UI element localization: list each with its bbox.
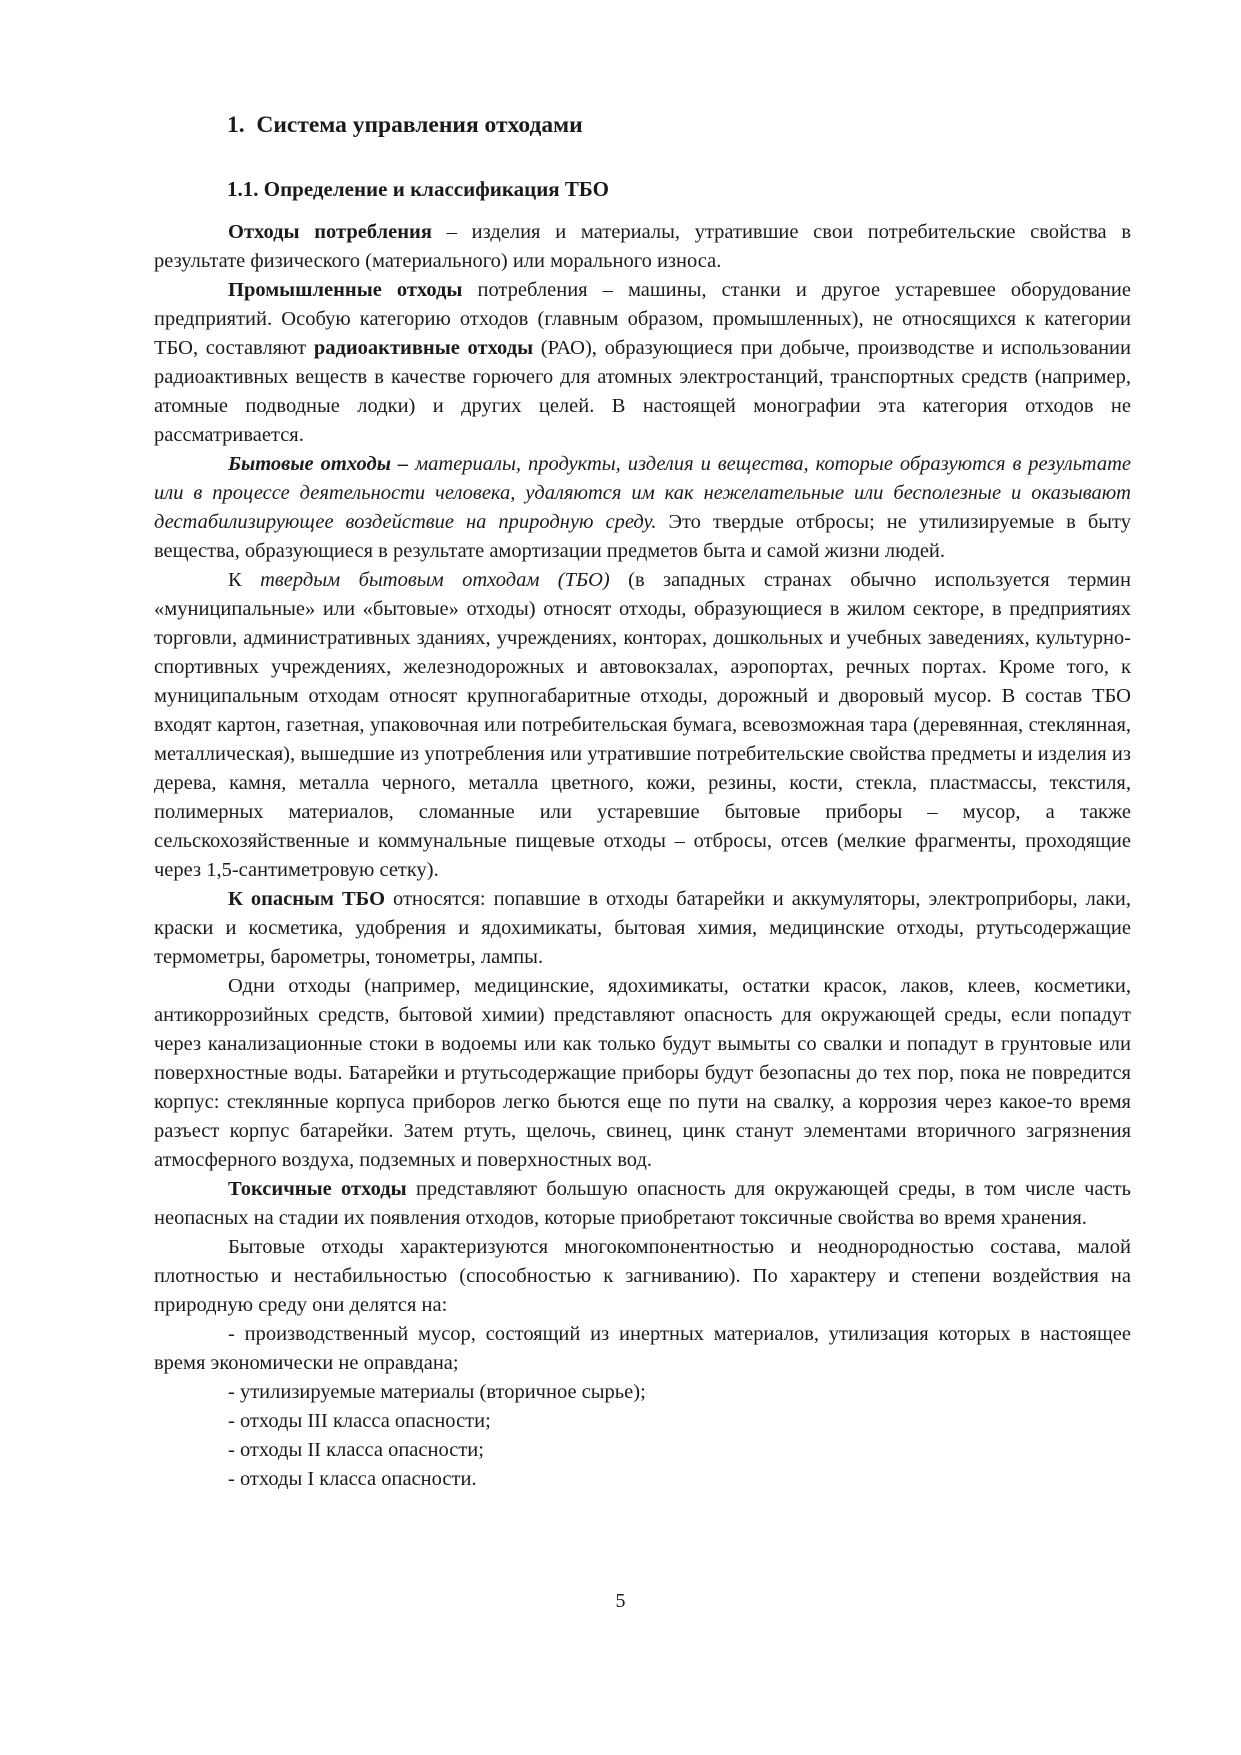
section-title: Система управления отходами bbox=[256, 112, 583, 138]
term-radioactive-waste: радиоактивные отходы bbox=[313, 337, 534, 359]
term-toxic-waste: Токсичные отходы bbox=[228, 1178, 407, 1200]
list-item: - отходы III класса опасности; bbox=[228, 1410, 491, 1432]
paragraph-toxic-waste: Токсичные отходы представляют большую опасность для окружающей среды, в том числе часть неопасных на стадии их появления отходов, которые приобретают токсичные свойства во время хранения. bbox=[154, 1178, 1131, 1229]
paragraph-household-waste: Бытовые отходы – материалы, продукты, изделия и вещества, которые образуются в результате или в процессе деятельности человека, удаляются им как нежелательные или бесполезные и оказывают дестабилизирующее воздействие на природную среду. Это твердые отбросы; не утилизируемые в быту вещества, образующиеся в результате амортизации предметов быта и самой жизни людей. bbox=[154, 453, 1131, 562]
page-content bbox=[154, 110, 1131, 1494]
term-household-waste: Бытовые отходы – bbox=[228, 453, 409, 475]
paragraph-industrial-waste: Промышленные отходы потребления – машины, станки и другое устаревшее оборудование предприятий. Особую категорию отходов (главным образом, промышленных), не относящихся к категории ТБО, составляют радиоактивные отходы (РАО), образующиеся при добыче, производстве и использовании радиоактивных веществ в качестве горючего для атомных электростанций, транспортных средств (например, атомные подводные лодки) и других целей. В настоящей монографии эта категория отходов не рассматривается. bbox=[154, 279, 1131, 446]
paragraph-msw: К твердым бытовым отходам (ТБО) (в западных странах обычно используется термин «муниципальные» или «бытовые» отходы) относят отходы, образующиеся в жилом секторе, в предприятиях торговли, административных зданиях, учреждениях, конторах, дошкольных и учебных заведениях, культурно-спортивных учреждениях, железнодорожных и автовокзалах, аэропортах, речных портах. Кроме того, к муниципальным отходам относят крупногабаритные отходы, дорожный и дворовый мусор. В состав ТБО входят картон, газетная, упаковочная или потребительская бумага, всевозможная тара (деревянная, стеклянная, металлическая), вышедшие из употребления или утратившие потребительские свойства предметы и изделия из дерева, камня, металла черного, металла цветного, кожи, резины, кости, стекла, пластмассы, текстиля, полимерных материалов, сломанные или устаревшие бытовые приборы – мусор, а также сельскохозяйственные и коммунальные пищевые отходы – отбросы, отсев (мелкие фрагменты, проходящие через 1,5-сантиметровую сетку). bbox=[154, 569, 1131, 881]
section-number: 1. bbox=[227, 112, 245, 138]
term-msw: твердым бытовым отходам (ТБО) bbox=[260, 569, 610, 591]
paragraph-classification: Бытовые отходы характеризуются многокомпонентностью и неоднородностью состава, малой плотностью и нестабильностью (способностью к загниванию). По характеру и степени воздействия на природную среду они делятся на: bbox=[154, 1236, 1131, 1316]
subsection-heading: 1.1. Определение и классификация ТБО bbox=[227, 177, 609, 201]
term-consumption-waste: Отходы потребления bbox=[228, 221, 432, 243]
page-number: 5 bbox=[615, 1590, 626, 1612]
term-industrial-waste: Промышленные отходы bbox=[228, 279, 463, 301]
list-item: - утилизируемые материалы (вторичное сырье); bbox=[228, 1381, 646, 1403]
list-item: - отходы II класса опасности; bbox=[228, 1439, 484, 1461]
section-heading bbox=[227, 110, 1131, 140]
list-item: - отходы I класса опасности. bbox=[228, 1468, 477, 1490]
list-item: - производственный мусор, состоящий из инертных материалов, утилизация которых в настоящее время экономически не оправдана; bbox=[154, 1323, 1131, 1374]
paragraph-environment-danger: Одни отходы (например, медицинские, ядохимикаты, остатки красок, лаков, клеев, косметики, антикоррозийных средств, бытовой химии) представляют опасность для окружающей среды, если попадут через канализационные стоки в водоемы или как только будут вымыты со свалки и попадут в грунтовые или поверхностные воды. Батарейки и ртутьсодержащие приборы будут безопасны до тех пор, пока не повредится корпус: стеклянные корпуса приборов легко бьются еще по пути на свалку, а коррозия через какое-то время разъест корпус батарейки. Затем ртуть, щелочь, свинец, цинк станут элементами вторичного загрязнения атмосферного воздуха, подземных и поверхностных вод. bbox=[154, 975, 1131, 1171]
paragraph-hazardous-msw: К опасным ТБО относятся: попавшие в отходы батарейки и аккумуляторы, электроприборы, лаки, краски и косметика, удобрения и ядохимикаты, бытовая химия, медицинские отходы, ртутьсодержащие термометры, барометры, тонометры, лампы. bbox=[154, 888, 1131, 968]
paragraph-consumption-waste: Отходы потребления – изделия и материалы, утратившие свои потребительские свойства в результате физического (материального) или морального износа. bbox=[154, 221, 1132, 272]
term-hazardous-msw: К опасным ТБО bbox=[228, 888, 386, 910]
